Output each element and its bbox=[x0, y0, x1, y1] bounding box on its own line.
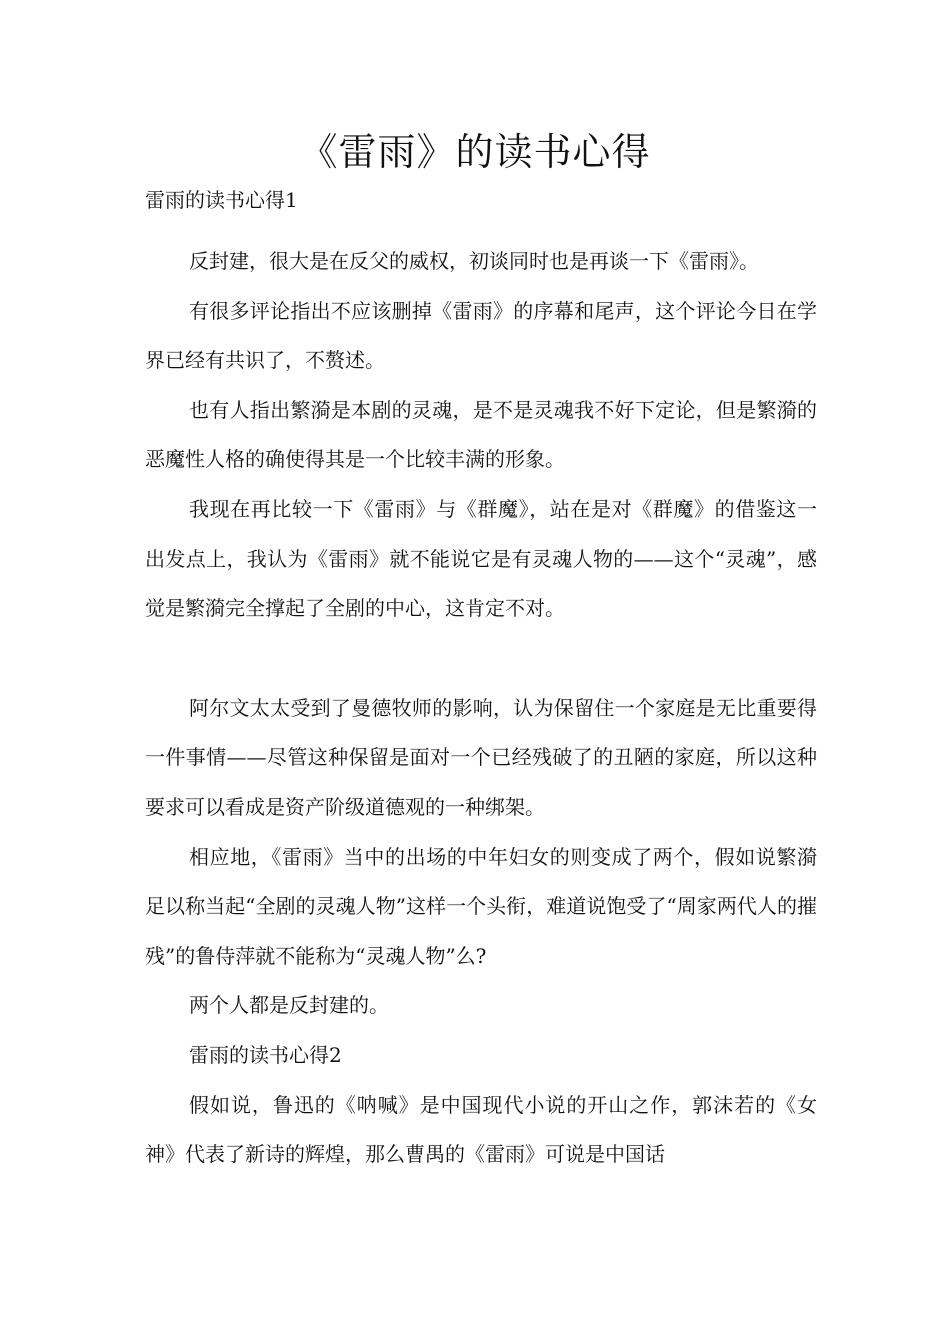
document-body bbox=[145, 186, 817, 1180]
paragraph-7: 两个人都是反封建的。 bbox=[189, 993, 389, 1018]
section-heading-2: 雷雨的读书心得2 bbox=[189, 1042, 342, 1067]
paragraph-3: 也有人指出繁漪是本剧的灵魂，是不是灵魂我不好下定论，但是繁漪的恶魔性人格的确使得其是一个比较丰满的形象。 bbox=[145, 397, 817, 472]
paragraph-5: 阿尔文太太受到了曼德牧师的影响，认为保留住一个家庭是无比重要得一件事情——尽管这种保留是面对一个已经残破了的丑陋的家庭，所以这种要求可以看成是资产阶级道德观的一种绑架。 bbox=[145, 695, 817, 819]
paragraph-6: 相应地，《雷雨》当中的出场的中年妇女的则变成了两个，假如说繁漪足以称当起“全剧的灵魂人物”这样一个头衔，难道说饱受了“周家两代人的摧残”的鲁侍萍就不能称为“灵魂人物”么? bbox=[145, 844, 817, 968]
document-title: 《雷雨》的读书心得 bbox=[299, 130, 651, 174]
paragraph-8: 假如说，鲁迅的《呐喊》是中国现代小说的开山之作，郭沫若的《女神》代表了新诗的辉煌，那么曹禺的《雷雨》可说是中国话 bbox=[145, 1092, 817, 1167]
paragraph-1: 反封建，很大是在反父的威权，初谈同时也是再谈一下《雷雨》。 bbox=[189, 249, 759, 273]
section-heading-1: 雷雨的读书心得1 bbox=[145, 188, 298, 212]
paragraph-4: 我现在再比较一下《雷雨》与《群魔》，站在是对《群魔》的借鉴这一出发点上，我认为《雷雨》就不能说它是有灵魂人物的——这个“灵魂”，感觉是繁漪完全撑起了全剧的中心，这肯定不对。 bbox=[145, 496, 817, 621]
paragraph-2: 有很多评论指出不应该删掉《雷雨》的序幕和尾声，这个评论今日在学界已经有共识了，不赘述。 bbox=[145, 298, 817, 373]
